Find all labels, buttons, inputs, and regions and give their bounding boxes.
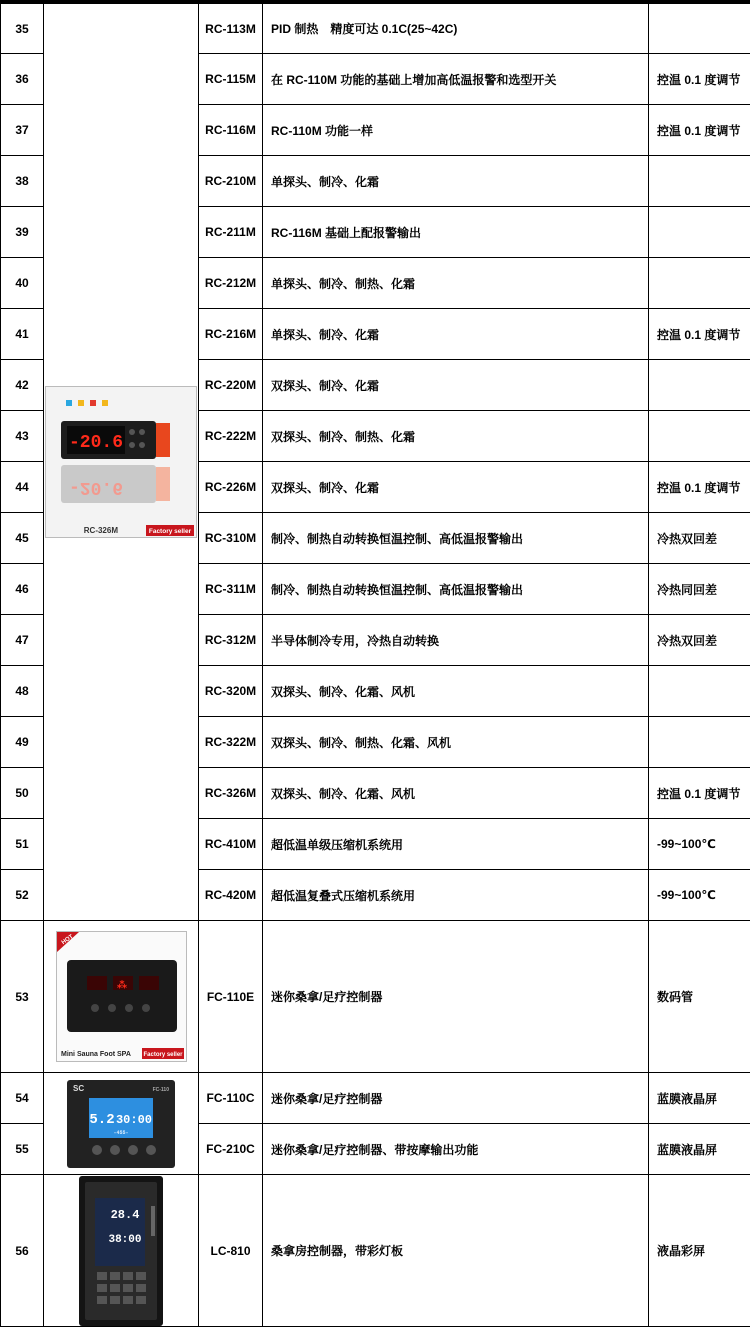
row-number: 53 bbox=[1, 921, 44, 1073]
row-number: 46 bbox=[1, 564, 44, 615]
model-code: RC-216M bbox=[199, 309, 263, 360]
model-code: RC-326M bbox=[199, 768, 263, 819]
row-number: 37 bbox=[1, 105, 44, 156]
feature-description: 双探头、制冷、化霜、风机 bbox=[263, 768, 649, 819]
row-number: 40 bbox=[1, 258, 44, 309]
row-number: 36 bbox=[1, 54, 44, 105]
row-number: 41 bbox=[1, 309, 44, 360]
model-code: FC-210C bbox=[199, 1124, 263, 1175]
feature-description: 桑拿房控制器，带彩灯板 bbox=[263, 1175, 649, 1327]
fc-110e-badge: Factory seller bbox=[143, 1052, 183, 1058]
remark: 控温 0.1 度调节 bbox=[649, 309, 750, 360]
feature-description: 双探头、制冷、化霜 bbox=[263, 462, 649, 513]
feature-description: 超低温复叠式压缩机系统用 bbox=[263, 870, 649, 921]
remark bbox=[649, 258, 750, 309]
row-number: 35 bbox=[1, 4, 44, 54]
table-row bbox=[1, 1175, 750, 1327]
remark bbox=[649, 4, 750, 54]
remark: 控温 0.1 度调节 bbox=[649, 105, 750, 156]
row-number: 50 bbox=[1, 768, 44, 819]
lc-810-photo bbox=[79, 1176, 163, 1326]
fc-110c-model-tag: FC-110 bbox=[153, 1087, 170, 1093]
feature-description: 制冷、制热自动转换恒温控制、高低温报警输出 bbox=[263, 564, 649, 615]
svg-text:⁂: ⁂ bbox=[116, 979, 127, 991]
fc-110c-brand: SC bbox=[73, 1084, 84, 1093]
model-code: RC-312M bbox=[199, 615, 263, 666]
row-number: 43 bbox=[1, 411, 44, 462]
product-image-cell bbox=[44, 1073, 199, 1175]
feature-description: 制冷、制热自动转换恒温控制、高低温报警输出 bbox=[263, 513, 649, 564]
rc-326m-photo bbox=[45, 386, 197, 538]
model-code: RC-311M bbox=[199, 564, 263, 615]
model-code: LC-810 bbox=[199, 1175, 263, 1327]
remark: 蓝膜液晶屏 bbox=[649, 1124, 750, 1175]
remark: 控温 0.1 度调节 bbox=[649, 462, 750, 513]
fc-110c-time: 30:00 bbox=[116, 1113, 152, 1127]
remark: 冷热同回差 bbox=[649, 564, 750, 615]
row-number: 44 bbox=[1, 462, 44, 513]
product-image-cell bbox=[44, 4, 199, 921]
model-code: RC-211M bbox=[199, 207, 263, 258]
remark: 控温 0.1 度调节 bbox=[649, 768, 750, 819]
fc-110c-photo bbox=[67, 1080, 175, 1168]
remark: -99~100℃ bbox=[649, 819, 750, 870]
model-code: RC-226M bbox=[199, 462, 263, 513]
row-number: 55 bbox=[1, 1124, 44, 1175]
model-code: RC-113M bbox=[199, 4, 263, 54]
row-number: 52 bbox=[1, 870, 44, 921]
table-row bbox=[1, 4, 750, 54]
row-number: 56 bbox=[1, 1175, 44, 1327]
feature-description: 双探头、制冷、化霜 bbox=[263, 360, 649, 411]
feature-description: 超低温单级压缩机系统用 bbox=[263, 819, 649, 870]
lc-810-temp: 28.4 bbox=[111, 1208, 140, 1222]
row-number: 42 bbox=[1, 360, 44, 411]
remark: -99~100℃ bbox=[649, 870, 750, 921]
feature-description: 半导体制冷专用，冷热自动转换 bbox=[263, 615, 649, 666]
feature-description: 在 RC-110M 功能的基础上增加高低温报警和选型开关 bbox=[263, 54, 649, 105]
remark bbox=[649, 717, 750, 768]
remark bbox=[649, 666, 750, 717]
rc-326m-display: -20.6 bbox=[69, 433, 123, 453]
fc-110c-sub: -455- bbox=[113, 1130, 128, 1136]
model-code: RC-220M bbox=[199, 360, 263, 411]
remark bbox=[649, 360, 750, 411]
rc-326m-badge: Factory seller bbox=[149, 528, 192, 535]
remark bbox=[649, 156, 750, 207]
rc-326m-reflection: -20.6 bbox=[69, 477, 123, 497]
remark: 控温 0.1 度调节 bbox=[649, 54, 750, 105]
feature-description: 双探头、制冷、制热、化霜、风机 bbox=[263, 717, 649, 768]
remark: 冷热双回差 bbox=[649, 513, 750, 564]
remark: 数码管 bbox=[649, 921, 750, 1073]
model-code: FC-110C bbox=[199, 1073, 263, 1124]
feature-description: 单探头、制冷、化霜 bbox=[263, 309, 649, 360]
feature-description: PID 制热 精度可达 0.1C(25~42C) bbox=[263, 4, 649, 54]
remark: 液晶彩屏 bbox=[649, 1175, 750, 1327]
row-number: 54 bbox=[1, 1073, 44, 1124]
product-image-cell bbox=[44, 921, 199, 1073]
remark: 蓝膜液晶屏 bbox=[649, 1073, 750, 1124]
remark bbox=[649, 411, 750, 462]
model-code: RC-420M bbox=[199, 870, 263, 921]
remark: 冷热双回差 bbox=[649, 615, 750, 666]
model-code: RC-310M bbox=[199, 513, 263, 564]
row-number: 51 bbox=[1, 819, 44, 870]
feature-description: 双探头、制冷、制热、化霜 bbox=[263, 411, 649, 462]
row-number: 39 bbox=[1, 207, 44, 258]
product-spec-table bbox=[0, 3, 750, 1327]
model-code: RC-320M bbox=[199, 666, 263, 717]
row-number: 47 bbox=[1, 615, 44, 666]
fc-110c-temp: 5.2 bbox=[89, 1112, 114, 1128]
rc-326m-caption: RC-326M bbox=[84, 526, 119, 535]
model-code: RC-210M bbox=[199, 156, 263, 207]
model-code: RC-222M bbox=[199, 411, 263, 462]
fc-110e-hot: HOT bbox=[60, 934, 74, 946]
feature-description: 单探头、制冷、化霜 bbox=[263, 156, 649, 207]
row-number: 38 bbox=[1, 156, 44, 207]
product-image-cell bbox=[44, 1175, 199, 1327]
feature-description: RC-116M 基础上配报警输出 bbox=[263, 207, 649, 258]
feature-description: 迷你桑拿/足疗控制器、带按摩输出功能 bbox=[263, 1124, 649, 1175]
model-code: RC-115M bbox=[199, 54, 263, 105]
lc-810-time: 38:00 bbox=[108, 1234, 141, 1246]
feature-description: 迷你桑拿/足疗控制器 bbox=[263, 1073, 649, 1124]
remark bbox=[649, 207, 750, 258]
row-number: 45 bbox=[1, 513, 44, 564]
feature-description: 单探头、制冷、制热、化霜 bbox=[263, 258, 649, 309]
feature-description: 双探头、制冷、化霜、风机 bbox=[263, 666, 649, 717]
feature-description: RC-110M 功能一样 bbox=[263, 105, 649, 156]
model-code: FC-110E bbox=[199, 921, 263, 1073]
model-code: RC-322M bbox=[199, 717, 263, 768]
row-number: 49 bbox=[1, 717, 44, 768]
feature-description: 迷你桑拿/足疗控制器 bbox=[263, 921, 649, 1073]
table-row bbox=[1, 1073, 750, 1124]
fc-110e-photo bbox=[56, 931, 187, 1062]
model-code: RC-410M bbox=[199, 819, 263, 870]
row-number: 48 bbox=[1, 666, 44, 717]
table-row bbox=[1, 921, 750, 1073]
fc-110e-caption: Mini Sauna Foot SPA bbox=[61, 1051, 131, 1058]
model-code: RC-116M bbox=[199, 105, 263, 156]
model-code: RC-212M bbox=[199, 258, 263, 309]
